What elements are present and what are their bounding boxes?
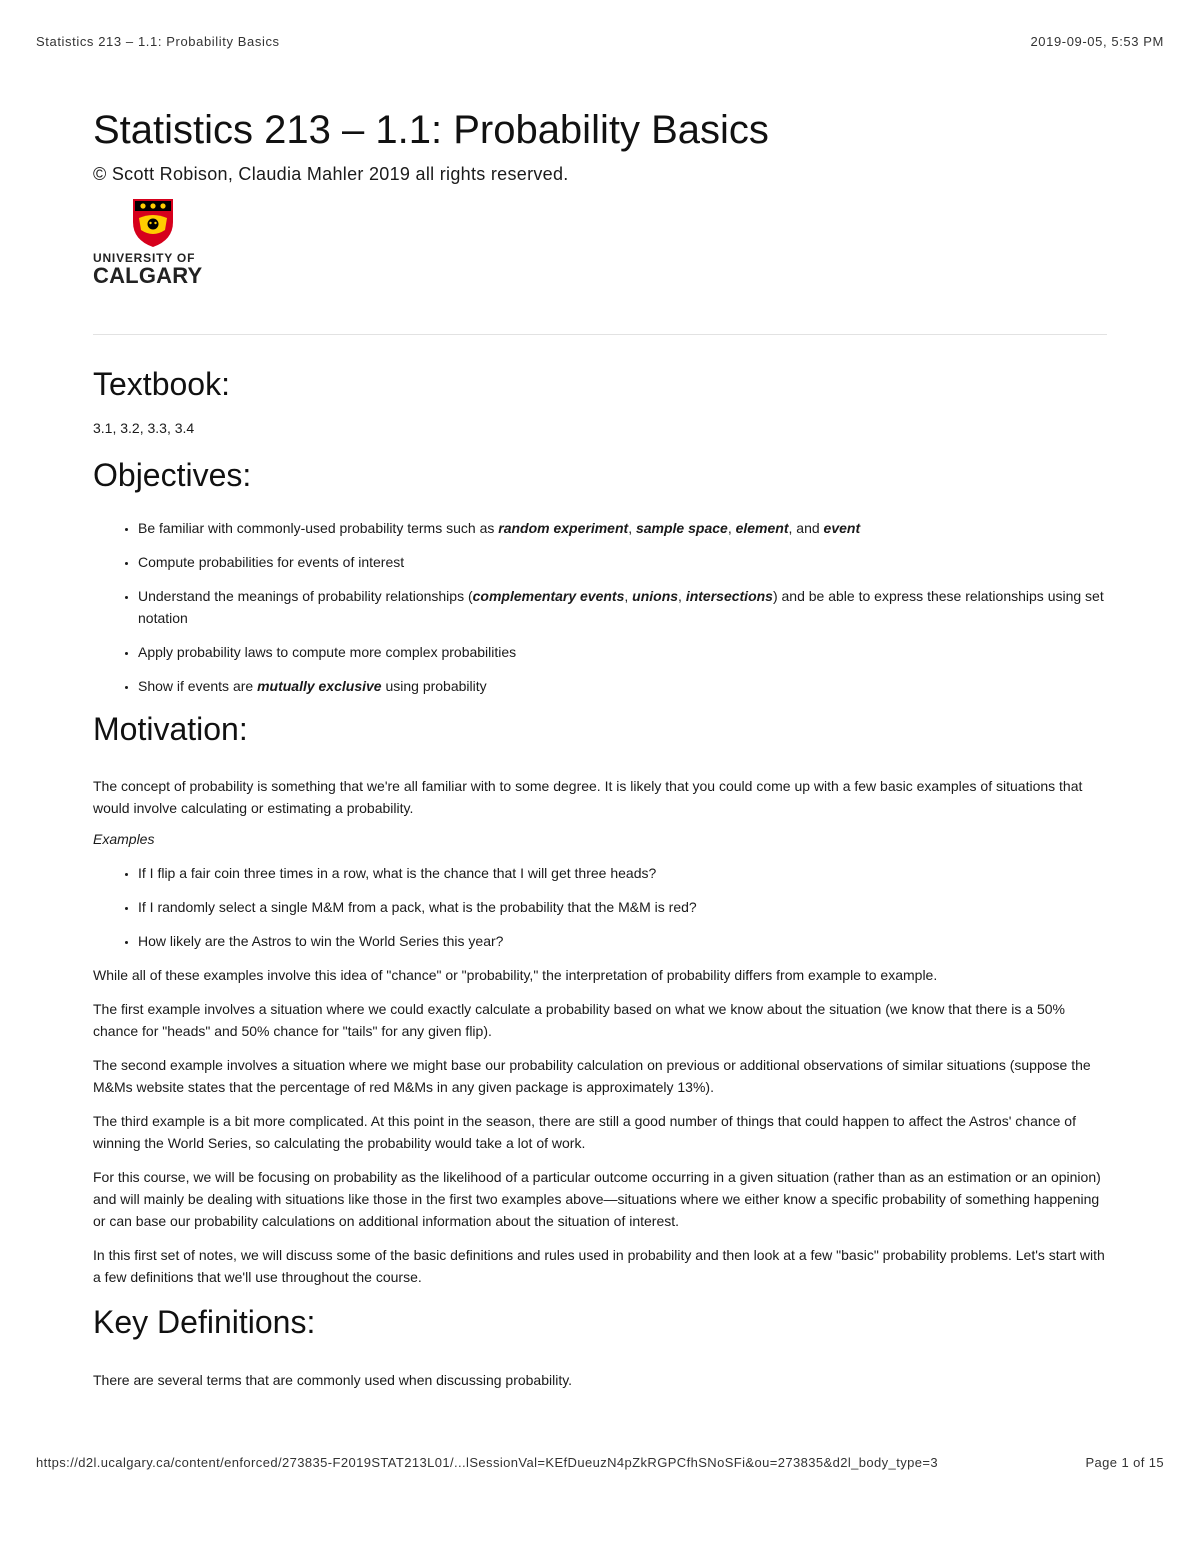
logo-text-university-of: UNIVERSITY OF (93, 251, 196, 265)
key-definitions-intro: There are several terms that are commonly used when discussing probability. (93, 1372, 573, 1388)
term-sample-space: sample space (635, 520, 728, 536)
copyright-notice: © Scott Robison, Claudia Mahler 2019 all rights reserved. (93, 164, 569, 184)
objective-text: Understand the meanings of probability relationships ( (138, 588, 473, 604)
term-intersections: intersections (685, 588, 773, 604)
textbook-sections: 3.1, 3.2, 3.3, 3.4 (93, 420, 195, 436)
objective-text: using probability (381, 678, 487, 694)
print-header-title: Statistics 213 – 1.1: Probability Basics (36, 34, 280, 49)
objective-text: ) and be able to express these relationships using set notation (138, 588, 1104, 626)
print-footer-page-number: Page 1 of 15 (1085, 1455, 1164, 1470)
motivation-intro: The concept of probability is something that we're all familiar with to some degree. It is likely that you could come up with a few basic examples of situations that would involve calculating or estimating a probability. (93, 778, 1083, 816)
objective-item (138, 675, 1107, 697)
objective-item: • Apply probability laws to compute more complex probabilities (138, 641, 1107, 663)
motivation-paragraph: For this course, we will be focusing on probability as the likelihood of a particular outcome occurring in a given situation (rather than as an estimation or an opinion) and will mainly be dealing with situations like those in the first two examples above—situations where we either know a specific probability of something happening or can base our probability calculations on additional information about the situation of interest. (93, 1169, 1101, 1229)
objective-text: Be familiar with commonly-used probability terms such as (138, 520, 499, 536)
term-complementary-events: complementary events (472, 588, 625, 604)
objectives-heading: Objectives: (93, 457, 252, 493)
example-item: • If I randomly select a single M&M from a pack, what is the probability that the M&M is red? (138, 896, 1107, 918)
document-content (93, 104, 1107, 1391)
motivation-heading: Motivation: (93, 711, 248, 747)
logo-text-calgary: CALGARY (93, 263, 203, 288)
motivation-paragraph: The first example involves a situation where we could exactly calculate a probability based on what we know about the situation (we know that there is a 50% chance for "heads" and 50% chance for "tails" for any given flip). (93, 1001, 1065, 1039)
objective-text: Show if events are (138, 678, 258, 694)
print-footer (36, 1455, 1164, 1470)
textbook-heading: Textbook: (93, 366, 230, 402)
term-element: element (735, 520, 789, 536)
example-item: • How likely are the Astros to win the World Series this year? (138, 930, 1107, 952)
objective-item (138, 517, 1107, 539)
print-header (36, 34, 1164, 49)
examples-label: Examples (93, 831, 155, 847)
university-logo (93, 196, 213, 287)
objective-item (138, 585, 1107, 629)
objective-text: , (628, 520, 636, 536)
section-divider (93, 334, 1107, 335)
print-header-datetime: 2019-09-05, 5:53 PM (1030, 34, 1164, 49)
motivation-paragraph: In this first set of notes, we will discuss some of the basic definitions and rules used in probability and then look at a few "basic" probability problems. Let's start with a few definitions that we'll use throughout the course. (93, 1247, 1105, 1285)
term-random-experiment: random experiment (498, 520, 629, 536)
motivation-paragraph: The second example involves a situation where we might base our probability calculation on previous or additional observations of similar situations (suppose the M&Ms website states that the percentage of red M&Ms in any given package is approximately 13%). (93, 1057, 1091, 1095)
print-footer-url: https://d2l.ucalgary.ca/content/enforced/273835-F2019STAT213L01/...lSessionVal=KEfDueuzN4pZkRGPCfhSNoSFi&ou=273835&d2l_body_type=3 (36, 1455, 938, 1470)
term-mutually-exclusive: mutually exclusive (257, 678, 382, 694)
objective-text: , (678, 588, 686, 604)
objective-text: , (624, 588, 633, 604)
example-item: • If I flip a fair coin three times in a row, what is the chance that I will get three heads? (138, 862, 1107, 884)
objectives-list (93, 517, 1107, 697)
objective-text: , and (788, 520, 824, 536)
university-crest-icon (93, 196, 213, 248)
page-title: Statistics 213 – 1.1: Probability Basics (93, 108, 769, 152)
motivation-paragraph: While all of these examples involve this idea of "chance" or "probability," the interpretation of probability differs from example to example. (93, 967, 938, 983)
motivation-paragraph: The third example is a bit more complicated. At this point in the season, there are still a good number of things that could happen to affect the Astros' chance of winning the World Series, so calculating the probability would take a lot of work. (93, 1113, 1076, 1151)
term-event: event (823, 520, 861, 536)
objective-item: • Compute probabilities for events of interest (138, 551, 1107, 573)
examples-list (93, 862, 1107, 952)
objective-text: , (727, 520, 736, 536)
term-unions: unions (632, 588, 679, 604)
key-definitions-heading: Key Definitions: (93, 1304, 316, 1340)
